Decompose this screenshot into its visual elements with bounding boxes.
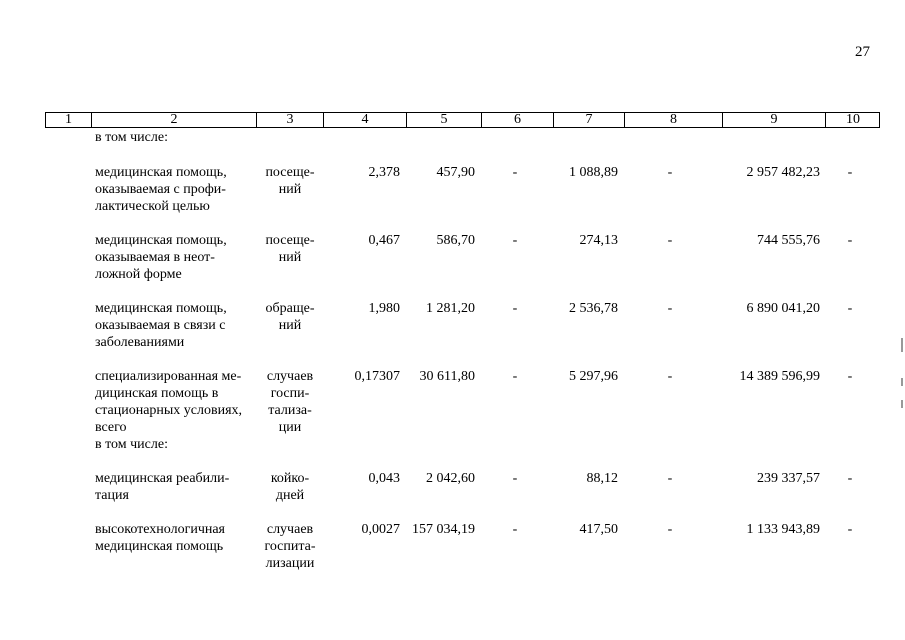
unit-line: ний [278, 250, 302, 265]
cell-col9: 2 957 482,23 [746, 165, 820, 180]
cell-col7: 1 088,89 [569, 165, 618, 180]
cell-col9: 6 890 041,20 [746, 301, 820, 316]
scan-artifact [901, 400, 903, 408]
cell-col9: 744 555,76 [757, 233, 820, 248]
cell-col7: 5 297,96 [569, 369, 618, 384]
cell-col9: 239 337,57 [757, 471, 820, 486]
description-line: заболеваниями [95, 335, 185, 350]
cell-col10: - [847, 301, 853, 316]
cell-col9: 1 133 943,89 [746, 522, 820, 537]
description-line: всего [95, 420, 127, 435]
description-line: высокотехнологичная [95, 522, 225, 537]
cell-col4: 0,17307 [354, 369, 400, 384]
row-description [95, 368, 248, 453]
row-unit [255, 300, 325, 334]
cell-col8: - [667, 233, 673, 248]
cell-col5: 157 034,19 [412, 522, 475, 537]
description-line: в том числе: [95, 437, 168, 452]
cell-col8: - [667, 165, 673, 180]
cell-col4: 2,378 [368, 165, 400, 180]
description-line: ложной форме [95, 267, 182, 282]
unit-line: госпита- [264, 539, 316, 554]
column-header-6: 6 [481, 113, 553, 127]
cell-col8: - [667, 471, 673, 486]
cell-col4: 0,0027 [361, 522, 400, 537]
cell-col7: 274,13 [579, 233, 618, 248]
cell-col6: - [512, 369, 518, 384]
cell-col10: - [847, 471, 853, 486]
row-description [95, 232, 248, 283]
cell-col4: 0,467 [368, 233, 400, 248]
unit-line: случаев [266, 522, 314, 537]
cell-col7: 2 536,78 [569, 301, 618, 316]
cell-col7: 88,12 [586, 471, 618, 486]
unit-line: госпи- [270, 386, 310, 401]
row-unit [255, 164, 325, 198]
cell-col6: - [512, 233, 518, 248]
row-description [95, 164, 248, 215]
column-header-7: 7 [553, 113, 624, 127]
cell-col10: - [847, 369, 853, 384]
cell-col6: - [512, 522, 518, 537]
description-line: стационарных условиях, [95, 403, 243, 418]
description-line: оказываемая в связи с [95, 318, 226, 333]
description-line: тация [95, 488, 129, 503]
unit-line: ции [278, 420, 302, 435]
row-description [95, 470, 248, 504]
column-header-10: 10 [825, 113, 880, 127]
column-header-1: 1 [65, 112, 72, 127]
description-line: оказываемая с профи- [95, 182, 226, 197]
unit-line: посеще- [265, 165, 315, 180]
cell-col5: 1 281,20 [426, 301, 475, 316]
cell-col8: - [667, 369, 673, 384]
cell-col6: - [512, 301, 518, 316]
unit-line: дней [275, 488, 305, 503]
row-unit [255, 232, 325, 266]
description-line: медицинская реабили- [95, 471, 230, 486]
description-line: дицинская помощь в [95, 386, 219, 401]
cell-col5: 30 611,80 [419, 369, 475, 384]
column-number-header [45, 112, 880, 128]
description-line: оказываемая в неот- [95, 250, 215, 265]
cell-col7: 417,50 [579, 522, 618, 537]
unit-line: койко- [270, 471, 310, 486]
row-unit [255, 521, 325, 572]
column-header-8: 8 [624, 113, 722, 127]
scan-artifact [901, 378, 903, 386]
cell-col10: - [847, 165, 853, 180]
cell-col6: - [512, 165, 518, 180]
scan-artifact [901, 338, 903, 352]
description-line: медицинская помощь, [95, 233, 227, 248]
cell-col8: - [667, 522, 673, 537]
unit-line: ний [278, 318, 302, 333]
cell-col6: - [512, 471, 518, 486]
description-line: медицинская помощь [95, 539, 224, 554]
cell-col9: 14 389 596,99 [739, 369, 820, 384]
column-header-3: 3 [256, 113, 323, 127]
unit-line: тализа- [268, 403, 312, 418]
cell-col5: 2 042,60 [426, 471, 475, 486]
row-unit [255, 368, 325, 436]
column-header-2: 2 [91, 113, 256, 127]
section-subheading: в том числе: [95, 130, 168, 145]
cell-col5: 457,90 [436, 165, 475, 180]
unit-line: случаев [266, 369, 314, 384]
cell-col8: - [667, 301, 673, 316]
cell-col4: 0,043 [368, 471, 400, 486]
cell-col5: 586,70 [436, 233, 475, 248]
column-header-5: 5 [406, 113, 481, 127]
column-header-4: 4 [323, 113, 406, 127]
column-header-9: 9 [722, 113, 825, 127]
unit-line: лизации [265, 556, 315, 571]
row-unit [255, 470, 325, 504]
unit-line: ний [278, 182, 302, 197]
unit-line: обраще- [265, 301, 315, 316]
page-number: 27 [855, 44, 870, 60]
unit-line: посеще- [265, 233, 315, 248]
cell-col10: - [847, 522, 853, 537]
description-line: медицинская помощь, [95, 301, 227, 316]
description-line: лактической целью [95, 199, 210, 214]
row-description [95, 300, 248, 351]
cell-col10: - [847, 233, 853, 248]
row-description [95, 521, 248, 555]
description-line: медицинская помощь, [95, 165, 227, 180]
description-line: специализированная ме- [95, 369, 242, 384]
cell-col4: 1,980 [368, 301, 400, 316]
